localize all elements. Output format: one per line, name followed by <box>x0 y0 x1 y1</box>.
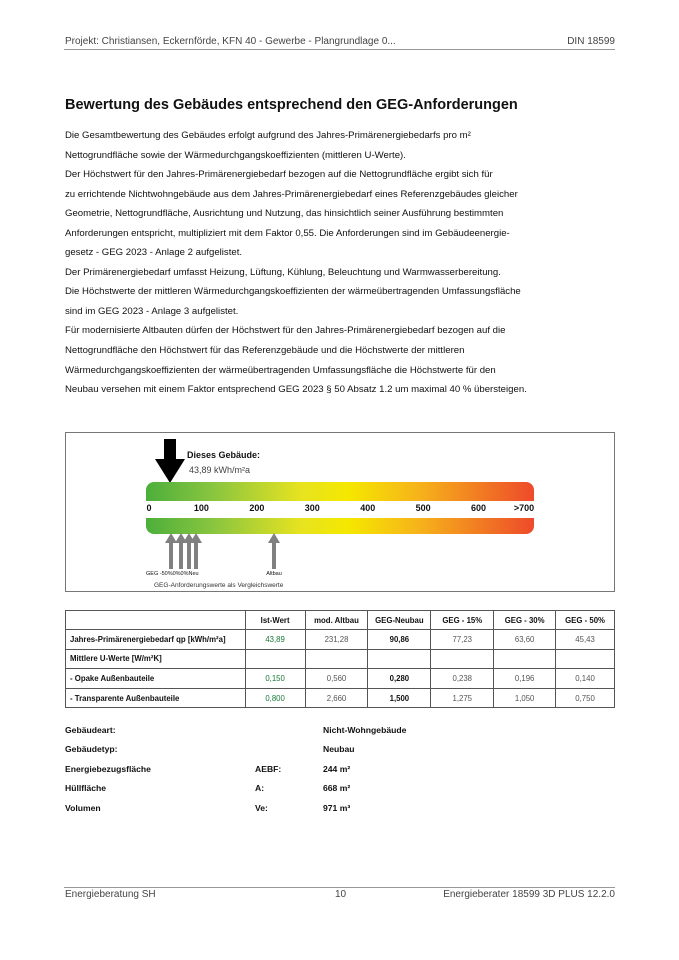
column-header <box>66 611 246 630</box>
table-header-row <box>66 611 615 630</box>
table-cell: 0,196 <box>494 669 556 689</box>
geg-requirement-arrow-icon <box>165 533 171 569</box>
page-number: 10 <box>335 889 347 900</box>
paragraph-line: Geometrie, Nettogrundfläche, Ausrichtung und Nutzung, das hinsichtlich seiner Ausführung bestimmten <box>65 208 504 220</box>
table-cell <box>556 649 615 669</box>
table-cell: 0,150 <box>245 669 305 689</box>
paragraph-line: gesetz - GEG 2023 - Anlage 2 aufgelistet. <box>65 247 243 259</box>
paragraph-line: Die Höchstwerte der mittleren Wärmedurchgangskoeffizienten der wärmeübertragenden Umfassungsfläche <box>65 286 521 298</box>
info-label: Hüllfläche <box>65 783 107 794</box>
altbau-label: Altbau <box>266 571 282 577</box>
table-cell: 77,23 <box>431 630 494 650</box>
info-symbol: Ve: <box>255 802 268 813</box>
geg-arrows-label: GEG -50%0%0%Neu <box>146 571 199 577</box>
paragraph-line: Wärmedurchgangskoeffizienten der wärmeübertragenden Umfassungsfläche die Höchstwerte für den <box>65 364 496 376</box>
column-header: GEG - 30% <box>494 611 556 630</box>
info-label: Gebäudetyp: <box>65 744 118 755</box>
table-cell: 0,750 <box>556 688 615 708</box>
scale-band-top <box>146 482 534 501</box>
table-row <box>66 669 615 689</box>
table-cell: 0,140 <box>556 669 615 689</box>
paragraph-line: sind im GEG 2023 - Anlage 3 aufgelistet. <box>65 305 239 317</box>
table-cell <box>431 649 494 669</box>
paragraph-line: Für modernisierte Altbauten dürfen der Höchstwert für den Jahres-Primärenergiebedarf bezogen auf die <box>65 325 506 337</box>
row-label: Jahres-Primärenergiebedarf qp [kWh/m²a] <box>66 630 246 650</box>
footer-software: Energieberater 18599 3D PLUS 12.2.0 <box>443 889 615 900</box>
column-header: Ist-Wert <box>245 611 305 630</box>
this-building-value: 43,89 kWh/m²a <box>189 465 251 475</box>
column-header: mod. Altbau <box>305 611 368 630</box>
scale-tick: 200 <box>249 503 265 513</box>
intro-paragraph <box>65 126 625 400</box>
geg-requirement-arrow-icon <box>175 533 181 569</box>
footer-company: Energieberatung SH <box>65 889 156 900</box>
energy-scale <box>65 432 615 592</box>
info-value: 971 m³ <box>323 802 351 813</box>
paragraph-line: Neubau versehen mit einem Faktor entsprechend GEG 2023 § 50 Absatz 1.2 um maximal 40 % übersteigen. <box>65 384 527 396</box>
scale-tick: >700 <box>513 503 535 513</box>
info-label: Gebäudeart: <box>65 725 116 735</box>
table-cell: 0,238 <box>431 669 494 689</box>
page-title: Bewertung des Gebäudes entsprechend den GEG-Anforderungen <box>65 97 518 113</box>
info-value: Nicht-Wohngebäude <box>323 725 407 735</box>
scale-caption: GEG-Anforderungswerte als Vergleichswerte <box>154 582 284 589</box>
table-cell: 45,43 <box>556 630 615 650</box>
header-rule <box>64 49 615 50</box>
paragraph-line: Der Primärenergiebedarf umfasst Heizung, Lüftung, Kühlung, Beleuchtung und Warmwasserbereitung. <box>65 266 501 278</box>
geg-requirement-arrow-icon <box>190 533 196 569</box>
scale-tick: 100 <box>193 503 209 513</box>
table-cell: 1,500 <box>368 688 431 708</box>
scale-tick: 500 <box>415 503 431 513</box>
row-label: Mittlere U-Werte [W/m²K] <box>66 649 246 669</box>
requirements-table <box>65 610 615 708</box>
table-row <box>66 630 615 650</box>
scale-band-bottom <box>146 518 534 534</box>
geg-requirement-arrow-icon <box>183 533 189 569</box>
table-cell: 90,86 <box>368 630 431 650</box>
table-row <box>66 649 615 669</box>
table-cell: 1,275 <box>431 688 494 708</box>
info-value: Neubau <box>323 744 355 755</box>
table-cell <box>368 649 431 669</box>
table-cell: 0,800 <box>245 688 305 708</box>
paragraph-line: Die Gesamtbewertung des Gebäudes erfolgt aufgrund des Jahres-Primärenergiebedarfs pro m² <box>65 130 471 141</box>
table-cell: 0,560 <box>305 669 368 689</box>
scale-tick: 400 <box>360 503 376 513</box>
altbau-arrow-icon <box>268 533 274 569</box>
this-building-label: Dieses Gebäude: <box>187 450 261 460</box>
table-cell: 0,280 <box>368 669 431 689</box>
info-label: Energiebezugsfläche <box>65 763 151 774</box>
table-cell: 63,60 <box>494 630 556 650</box>
info-value: 668 m² <box>323 783 351 794</box>
scale-tick: 600 <box>471 503 487 513</box>
table-cell <box>245 649 305 669</box>
footer-rule <box>64 887 615 888</box>
info-value: 244 m² <box>323 763 351 774</box>
row-label: - Transparente Außenbauteile <box>66 688 246 708</box>
scale-tick: 0 <box>146 503 152 513</box>
header-project: Projekt: Christiansen, Eckernförde, KFN 40 - Gewerbe - Plangrundlage 0... <box>65 36 396 47</box>
this-building-arrow-icon <box>155 439 185 488</box>
table-cell: 1,050 <box>494 688 556 708</box>
column-header: GEG - 50% <box>556 611 615 630</box>
table-cell: 43,89 <box>245 630 305 650</box>
paragraph-line: zu errichtende Nichtwohngebäude aus dem Jahres-Primärenergiebedarf eines Referenzgebäudes gleicher <box>65 188 518 200</box>
table-row <box>66 688 615 708</box>
table-cell <box>305 649 368 669</box>
column-header: GEG-Neubau <box>368 611 431 630</box>
paragraph-line: Nettogrundfläche den Höchstwert für das Referenzgebäude und die Höchstwerte der mittleren <box>65 345 465 357</box>
column-header: GEG - 15% <box>431 611 494 630</box>
table-cell: 231,28 <box>305 630 368 650</box>
info-symbol: AEBF: <box>255 763 282 774</box>
table-cell: 2,660 <box>305 688 368 708</box>
paragraph-line: Nettogrundfläche sowie der Wärmedurchgangskoeffizienten (mittleren U-Werte). <box>65 149 406 161</box>
header-norm: DIN 18599 <box>567 36 615 47</box>
paragraph-line: Anforderungen entspricht, multipliziert mit dem Faktor 0,55. Die Anforderungen sind im Gebäudeenergie- <box>65 227 510 239</box>
row-label: - Opake Außenbauteile <box>66 669 246 689</box>
table-cell <box>494 649 556 669</box>
info-symbol: A: <box>255 783 265 794</box>
scale-tick: 300 <box>304 503 320 513</box>
paragraph-line: Der Höchstwert für den Jahres-Primärenergiebedarf bezogen auf die Nettogrundfläche ergibt sich für <box>65 169 493 181</box>
info-label: Volumen <box>65 802 101 813</box>
